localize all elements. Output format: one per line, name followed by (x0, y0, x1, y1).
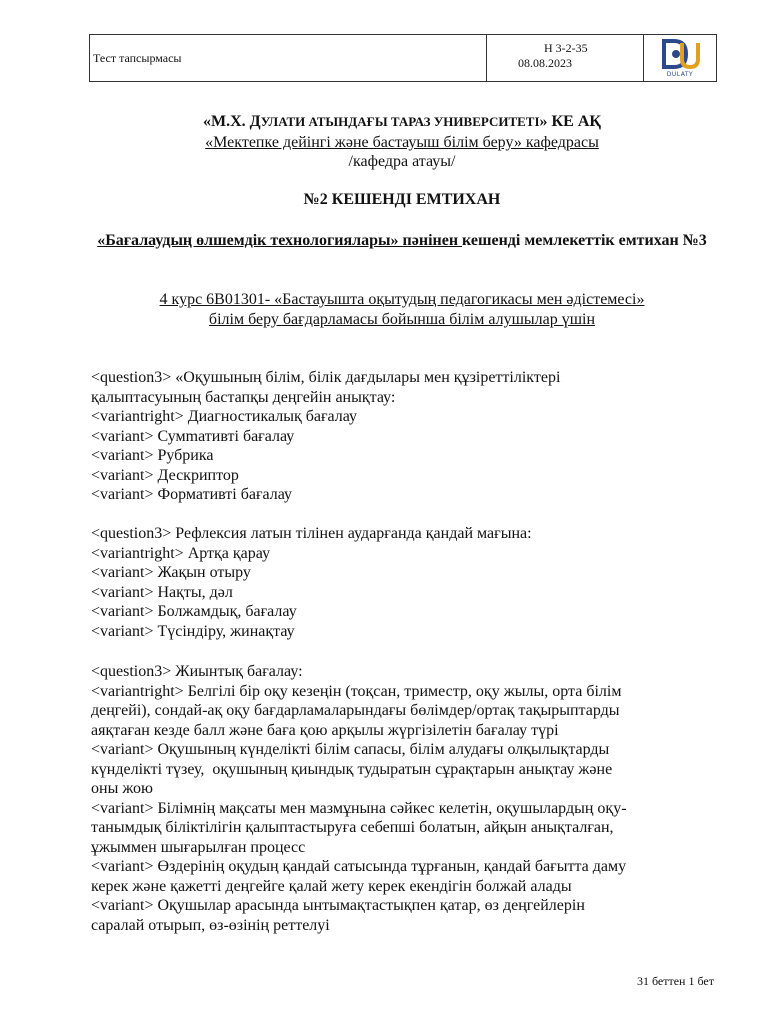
answer-variant: <variant> Нақты, дәл (91, 583, 233, 601)
answer-variant: <variant> Оқушының күнделікті білім сапасы, білім алудағы олқылықтарды (91, 741, 610, 758)
answer-variant: <variant> Рубрика (91, 447, 214, 464)
question-block-3 (91, 662, 711, 935)
department-note: /кафедра атауы/ (348, 153, 456, 170)
answer-correct: аяқтаған кезде балл және баға қою арқылы жүргізілетін бағалау түрі (91, 721, 559, 739)
answer-variant: <variant> Дескриптор (91, 466, 239, 484)
answer-correct: деңгейі), сондай-ақ оқу бағдарламаларындағы бөлімдер/ортақ тақырыптарды (91, 702, 620, 719)
doc-type-label: Тест тапсырмасы (93, 50, 182, 65)
answer-variant: <variant> Болжамдық, бағалау (91, 603, 297, 620)
answer-variant: күнделікті түзеу, оқушының қиындық тудыратын сұрақтарын анықтау және (91, 760, 613, 778)
doc-code: Н 3-2-35 (544, 41, 588, 55)
subject-rest: кешенді мемлекеттік емтихан №3 (462, 232, 707, 249)
question-block-2 (91, 524, 711, 641)
answer-variant: <variant> Оқушылар арасында ынтымақтастықпен қатар, өз деңгейлерін (91, 897, 585, 914)
answer-variant: керек және қажетті деңгейге қалай жету керек екендігін болжай алады (91, 877, 572, 895)
university-title: «М.Х. ДУЛАТИ АТЫНДАҒЫ ТАРАЗ УНИВЕРСИТЕТІ» КЕ АҚ (203, 113, 601, 130)
answer-correct: <variantright> Диагностикалық бағалау (91, 408, 358, 425)
answer-variant: <variant> Білімнің мақсаты мен мазмұнына сәйкес келетін, оқушылардың оқу- (91, 799, 627, 817)
answer-correct: <variantright> Артқа қарау (91, 544, 271, 562)
question-line: қалыптасуының бастапқы деңгейін анықтау: (91, 388, 396, 406)
program-description (90, 290, 714, 330)
answer-variant: ұжыммен шығарылған процесс (91, 838, 306, 856)
department-name: «Мектепке дейінгі және бастауыш білім беру» кафедрасы (205, 134, 599, 151)
subject-title (90, 231, 714, 251)
answer-variant: саралай отырып, өз-өзінің реттелуі (91, 916, 330, 934)
doc-code-cell (487, 35, 644, 81)
logo-caption: DULATY (666, 71, 694, 78)
question-line: <question3> Жиынтық бағалау: (91, 663, 303, 680)
dulaty-logo (654, 37, 706, 79)
question-line: <question3> Рефлексия латын тілінен аударғанда қандай мағына: (91, 525, 532, 542)
subject-name: «Бағалаудың өлшемдік технологиялары» пәнінен (97, 232, 463, 249)
answer-variant: <variant> Формативті бағалау (91, 486, 293, 503)
answer-correct: <variantright> Белгілі бір оқу кезеңін (тоқсан, триместр, оқу жылы, орта білім (91, 682, 622, 700)
program-line-2: білім беру бағдарламасы бойынша білім алушылар үшін (208, 311, 596, 328)
logo-cell (644, 35, 716, 81)
answer-variant: оны жою (91, 780, 153, 797)
exam-title: №2 КЕШЕНДІ ЕМТИХАН (303, 191, 501, 208)
doc-type-cell (90, 35, 487, 81)
answer-variant: <variant> Өздерінің оқудың қандай сатысында тұрғанын, қандай бағытта даму (91, 858, 627, 875)
dulaty-logo-icon (654, 37, 706, 71)
answer-variant: танымдық біліктілігін қалыптастыруға себепші болатын, айқын анықталған, (91, 819, 614, 836)
answer-variant: <variant> Түсіндіру, жинақтау (91, 622, 295, 640)
program-line-1: 4 курс 6В01301- «Бастауышта оқытудың педагогикасы мен әдістемесі» (159, 291, 645, 308)
question-block-1 (91, 368, 711, 505)
answer-variant: <variant> Жақын отыру (91, 564, 251, 581)
document-header-table (89, 34, 717, 82)
page-number: 31 беттен 1 бет (636, 974, 714, 988)
answer-variant: <variant> Сумmативті бағалау (91, 427, 295, 445)
question-line: <question3> «Оқушының білім, білік дағдылары мен құзіреттіліктері (91, 369, 561, 386)
doc-date: 08.08.2023 (518, 56, 572, 70)
